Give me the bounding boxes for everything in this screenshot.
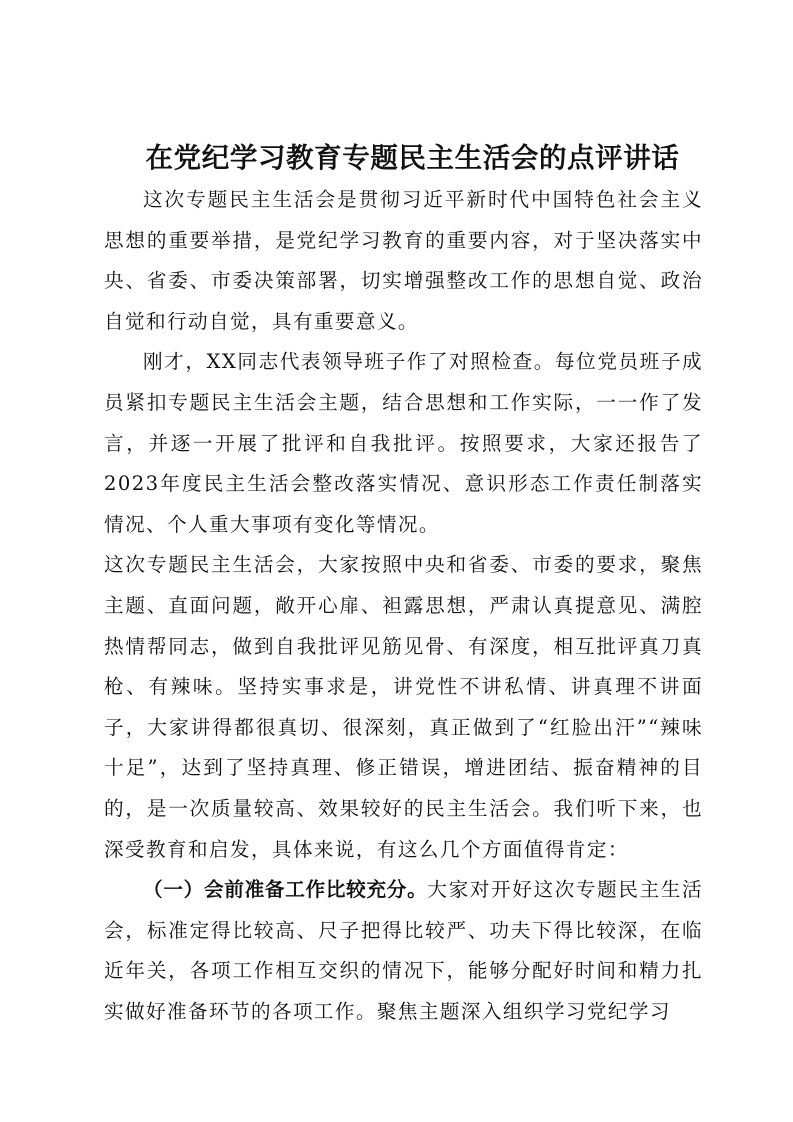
paragraph-text: 这次专题民主生活会，大家按照中央和省委、市委的要求，聚焦主题、直面问题，敞开心扉、袒露思想，严肃认真提意见、满腔热情帮同志，做到自我批评见筋见骨、有深度，相互批评真刀真枪、有辣味。坚持实事求是，讲党性不讲私情、讲真理不讲面子，大家讲得都很真切、很深刻，真正做到了“红脸出汗”“辣味十足”，达到了坚持真理、修正错误，增进团结、振奋精神的目的，是一次质量较高、效果较好的民主生活会。我们听下来，也深受教育和启发，具体来说，有这么几个方面值得肯定： <box>104 553 703 861</box>
paragraph-3 <box>104 545 703 870</box>
document-title: 在党纪学习教育专题民主生活会的点评讲话 <box>145 142 680 174</box>
paragraph-text: 刚才，XX同志代表领导班子作了对照检查。每位党员班子成员紧扣专题民主生活会主题，结合思想和工作实际，一一作了发言，并逐一开展了批评和自我批评。按照要求，大家还报告了2023年度民主生活会整改落实情况、意识形态工作责任制落实情况、个人重大事项有变化等情况。 <box>104 350 703 536</box>
paragraph-4 <box>104 870 703 1032</box>
paragraph-2 <box>104 342 703 545</box>
paragraph-text: 这次专题民主生活会是贯彻习近平新时代中国特色社会主义思想的重要举措，是党纪学习教育的重要内容，对于坚决落实中央、省委、市委决策部署，切实增强整改工作的思想自觉、政治自觉和行动自觉，具有重要意义。 <box>104 188 703 333</box>
section-heading-1: （一）会前准备工作比较充分。 <box>143 878 428 902</box>
paragraph-text: 大家对开好这次专题民主生活会，标准定得比较高、尺子把得比较严、功夫下得比较深，在临近年关，各项工作相互交织的情况下，能够分配好时间和精力扎实做好准备环节的各项工作。聚焦主题深入组织学习党纪学习 <box>104 878 704 1023</box>
paragraph-1 <box>104 180 703 342</box>
